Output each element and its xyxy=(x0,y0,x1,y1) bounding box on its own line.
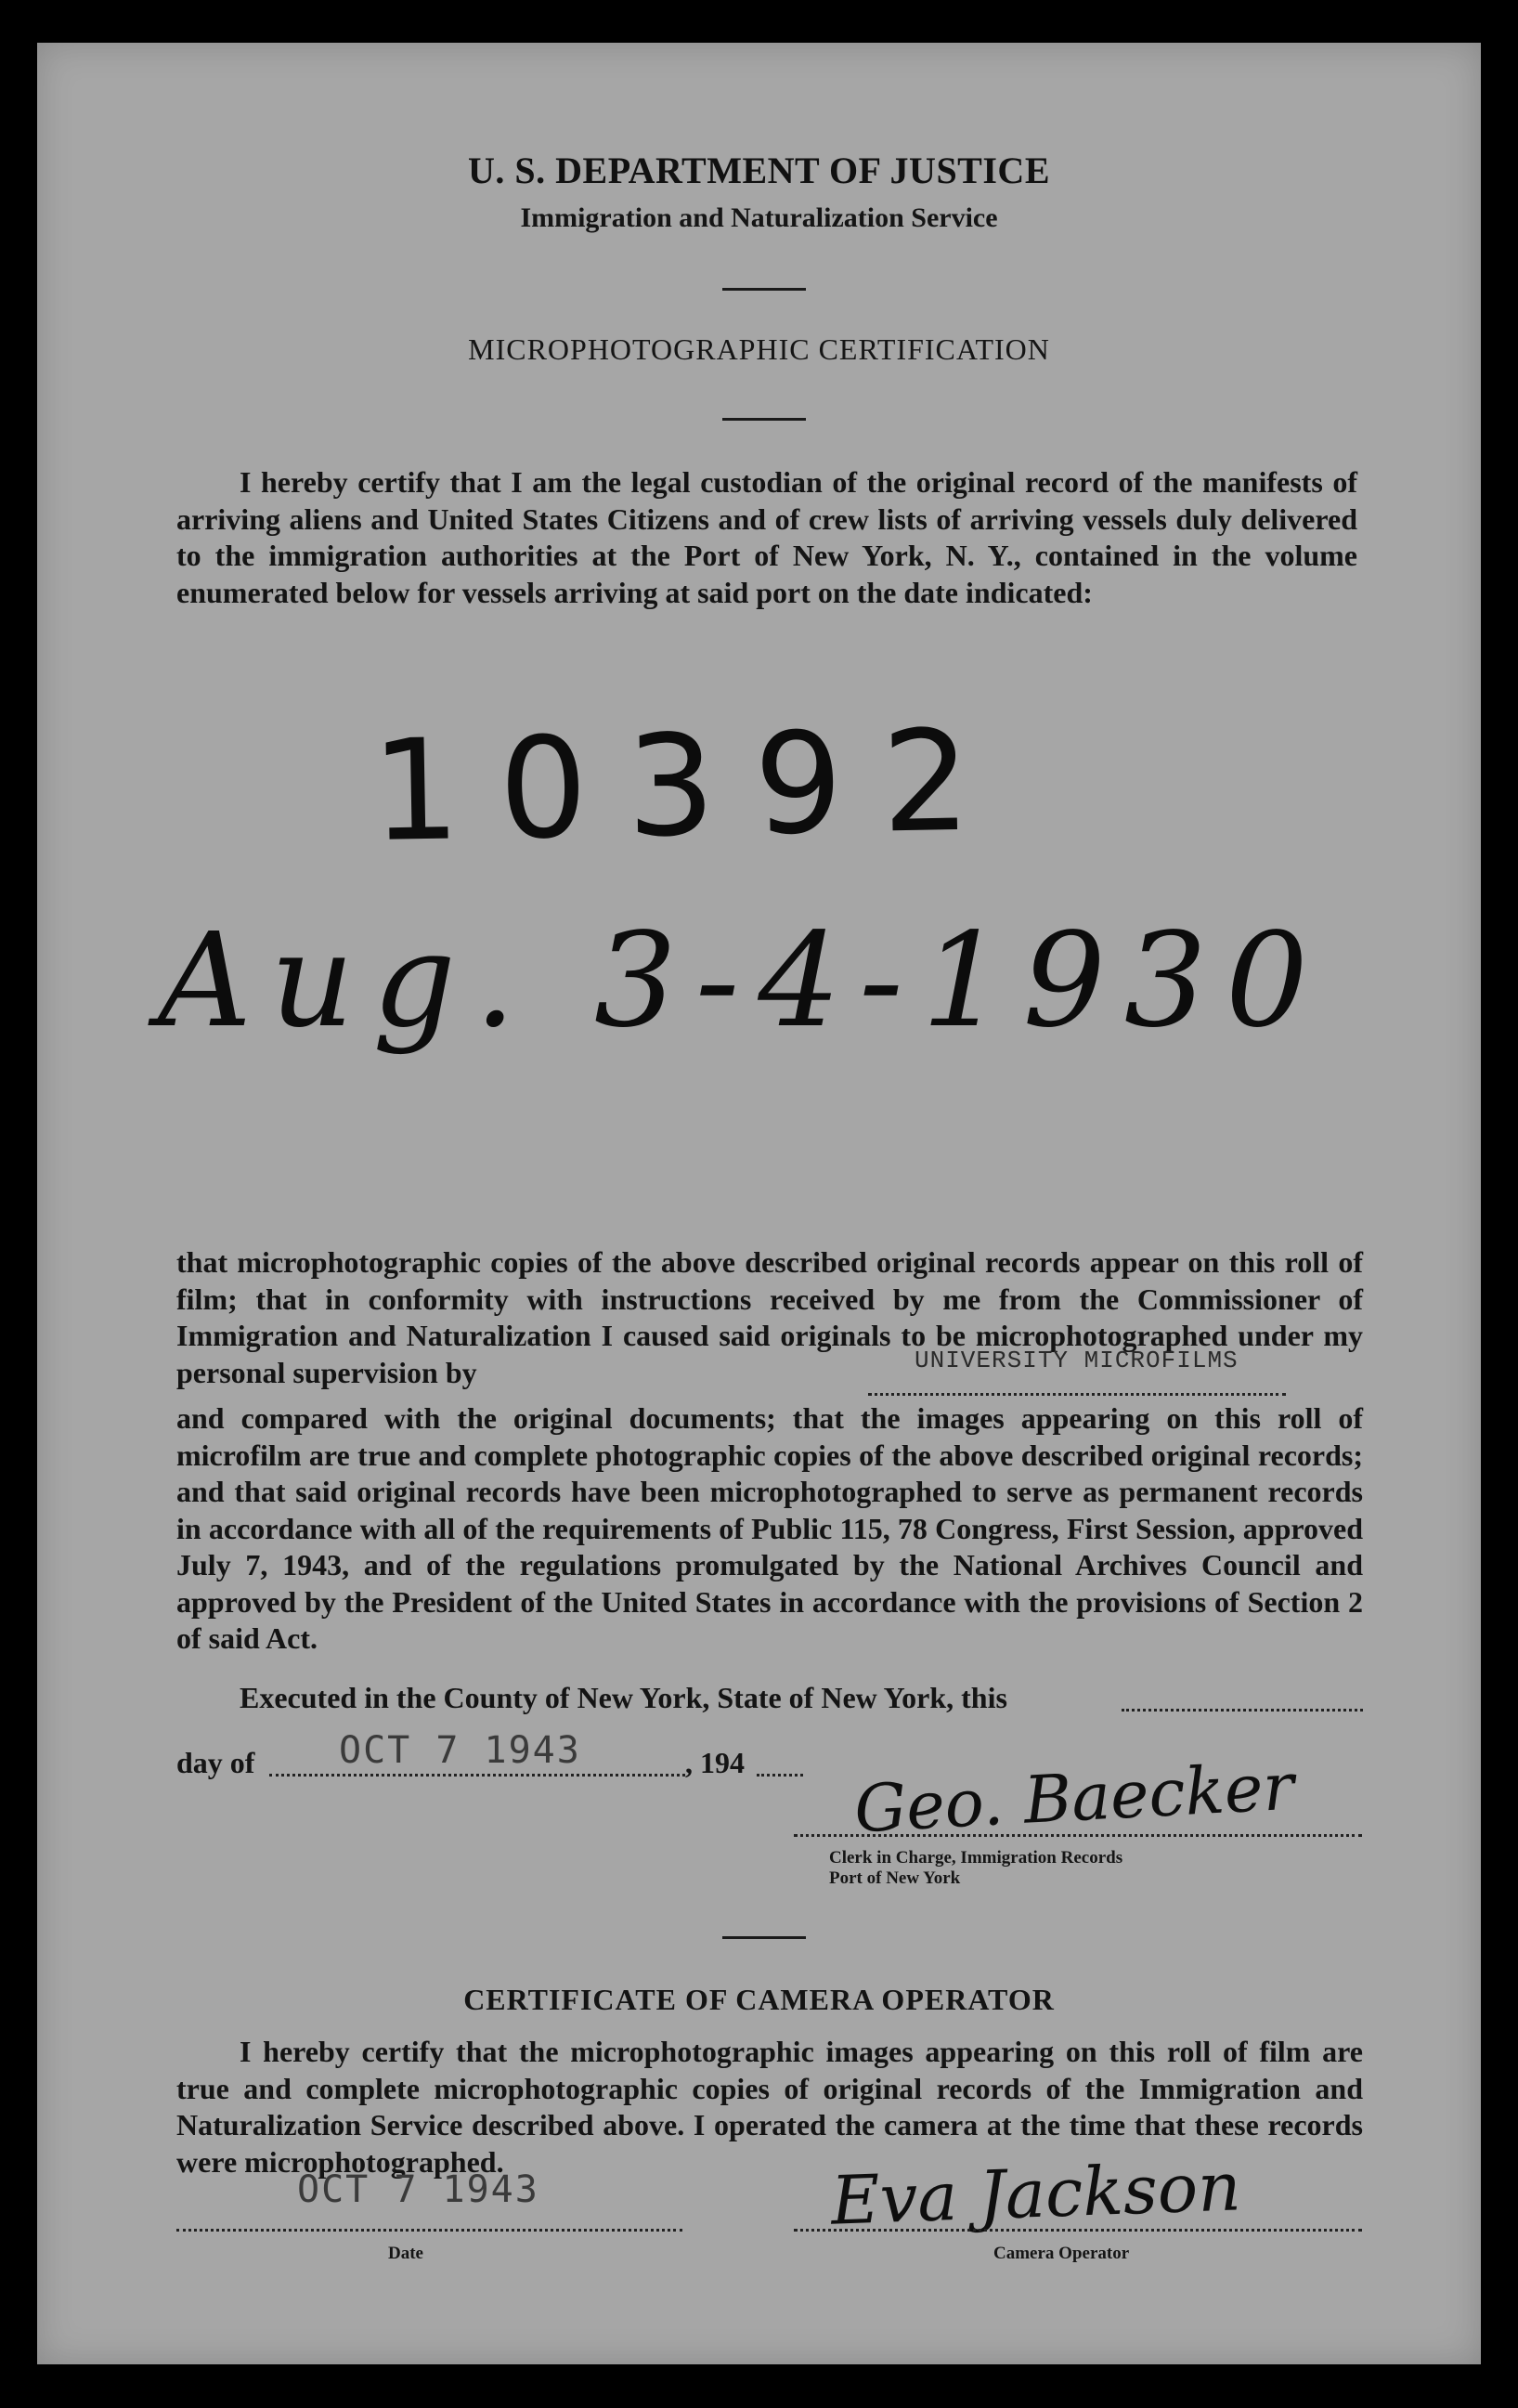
camera-stamp-date: OCT 7 1943 xyxy=(297,2168,539,2211)
clerk-signature-line xyxy=(794,1834,1362,1837)
day-of-label: day of xyxy=(176,1746,255,1779)
handwritten-volume-number: 10392 xyxy=(370,700,1011,873)
typed-university-microfilms: UNIVERSITY MICROFILMS xyxy=(915,1347,1239,1374)
camera-operator-signature: Eva Jackson xyxy=(829,2147,1242,2240)
department-title: U. S. DEPARTMENT OF JUSTICE xyxy=(468,150,1050,191)
date-label: Date xyxy=(388,2244,423,2263)
year-dotted-line xyxy=(757,1774,803,1777)
body-paragraph-part2: and compared with the original documents; that the images appearing on this roll of microfilm are true and complete photographic copies of the above described original records; and that said original records have been microphotographed to serve as permanent records in accordance with all of the requirements of Public 115, 78 Congress, First Session, approved July 7, 1943, and of the regulations promulgated by the National Archives Council and approved by the President of the United States in accordance with the provisions of Section 2 of said Act. xyxy=(176,1401,1363,1655)
intro-paragraph: I hereby certify that I am the legal custodian of the original record of the manifests of arriving aliens and United States Citizens and of crew lists of arriving vessels duly delivered to the immigration authorities at the Port of New York, N. Y., contained in the volume enumerated below for vessels arriving at said port on the date indicated: xyxy=(176,465,1357,609)
handwritten-date-range: Aug. 3-4-1930 xyxy=(158,905,1327,1057)
supervision-by-dotted-line xyxy=(868,1393,1286,1396)
day-of-dotted-line xyxy=(269,1774,685,1777)
title-divider xyxy=(722,418,806,421)
header-divider xyxy=(722,288,806,291)
date-dotted-line xyxy=(176,2229,682,2232)
body-text-part1: that microphotographic copies of the above described original records appear on this roll of film; that in conformity with instructions received by me from the Commissioner of Immigration and Naturalization I caused said originals to be microphotographed under my personal supervision by xyxy=(176,1245,1363,1389)
camera-operator-signature-line xyxy=(794,2229,1362,2232)
executed-line-label: Executed in the County of New York, State of New York, this xyxy=(240,1681,1007,1714)
camera-section-divider xyxy=(722,1936,806,1939)
clerk-signature: Geo. Baecker xyxy=(852,1748,1296,1848)
camera-operator-label: Camera Operator xyxy=(993,2244,1130,2263)
service-subtitle: Immigration and Naturalization Service xyxy=(520,202,998,233)
clerk-title-line1: Clerk in Charge, Immigration Records xyxy=(829,1848,1123,1868)
camera-certificate-paragraph: I hereby certify that the microphotographic images appearing on this roll of film are true and complete microphotographic copies of original records of the Immigration and Naturalization Service described above. I operated the camera at the time that these records were microphotographed. xyxy=(176,2035,1363,2179)
executed-stamp-date: OCT 7 1943 xyxy=(339,1729,581,1772)
clerk-title-line2: Port of New York xyxy=(829,1868,961,1888)
year-label: , 194 xyxy=(685,1746,745,1779)
executed-dotted-line xyxy=(1122,1709,1363,1712)
certification-title: MICROPHOTOGRAPHIC CERTIFICATION xyxy=(468,332,1050,366)
camera-certificate-title: CERTIFICATE OF CAMERA OPERATOR xyxy=(463,1983,1055,2016)
